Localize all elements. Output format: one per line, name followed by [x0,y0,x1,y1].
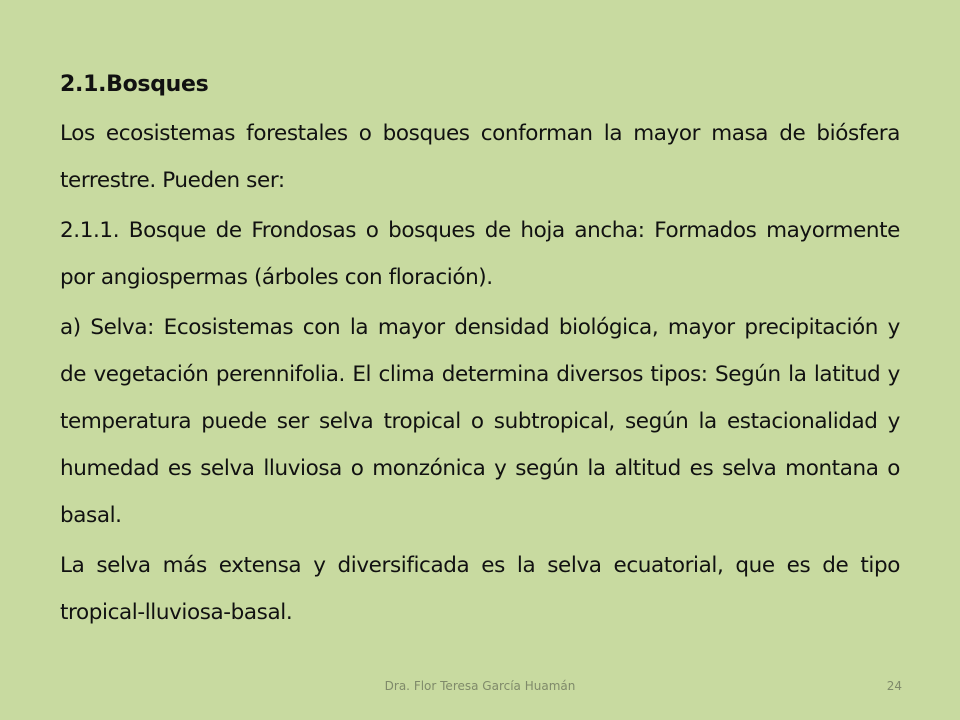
paragraph-selva-ecuatorial: La selva más extensa y diversificada es la selva ecuatorial, que es de tipo tropical-lluviosa-basal. [60,553,900,625]
page-number: 24 [886,679,902,693]
slide-body [60,62,900,639]
footer-author: Dra. Flor Teresa García Huamán [384,679,576,693]
paragraph-frondosas: 2.1.1. Bosque de Frondosas o bosques de hoja ancha: Formados mayormente por angiospermas (árboles con floración). [60,218,900,290]
section-heading: 2.1.Bosques [60,72,209,97]
paragraph-intro: Los ecosistemas forestales o bosques conforman la mayor masa de biósfera terrestre. Pueden ser: [60,121,900,193]
paragraph-selva: a) Selva: Ecosistemas con la mayor densidad biológica, mayor precipitación y de vegetación perennifolia. El clima determina diversos tipos: Según la latitud y temperatura puede ser selva tropical o subtropical, según la estacionalidad y humedad es selva lluviosa o monzónica y según la altitud es selva montana o basal. [60,315,900,528]
